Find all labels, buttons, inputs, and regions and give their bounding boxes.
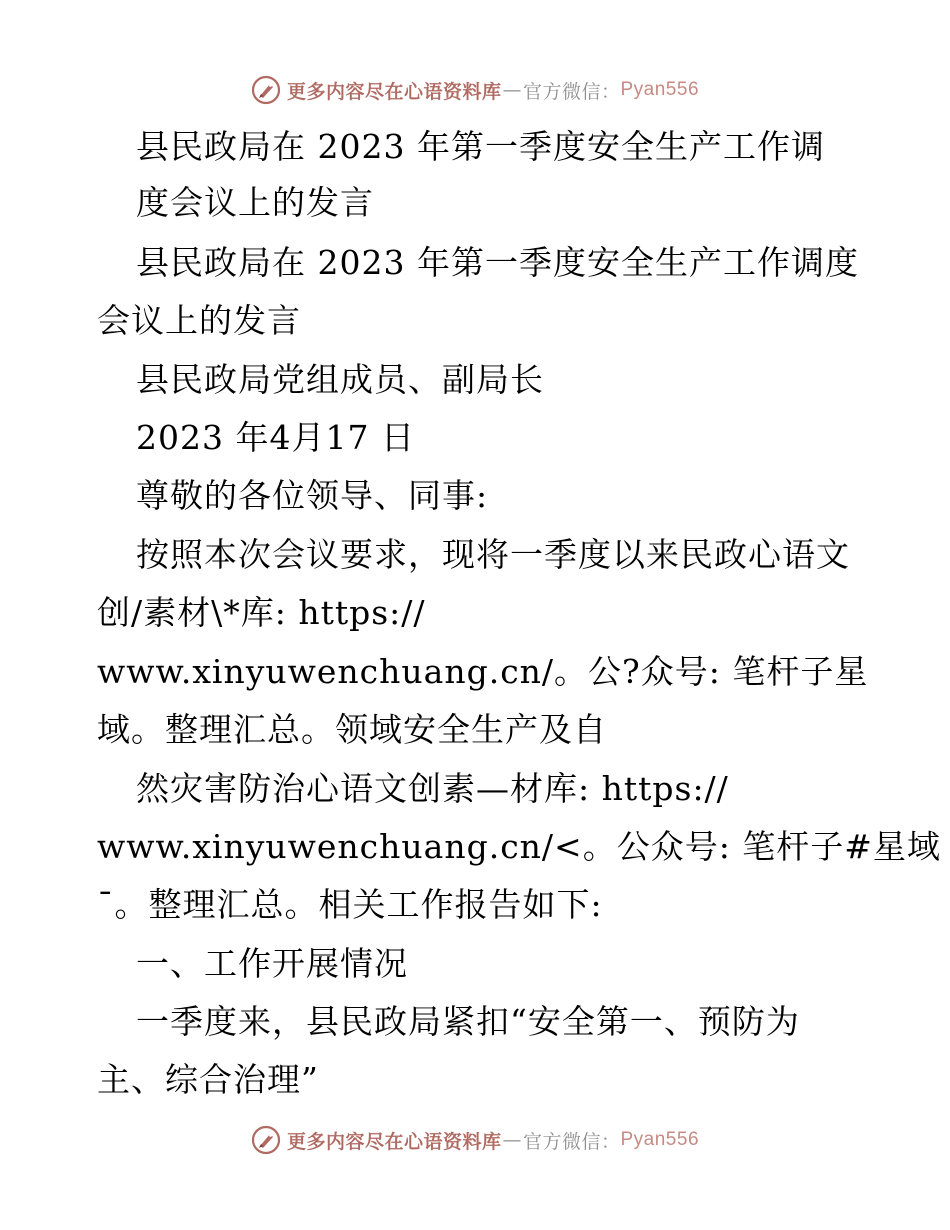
doc-salutation: 尊敬的各位领导、同事: [136, 476, 489, 515]
banner-dash: — [502, 79, 522, 101]
doc-paragraph-line: 然灾害防治心语文创素—材库: https:// [136, 769, 729, 808]
doc-paragraph-line: www.xinyuwenchuang.cn/<。公众号: 笔杆子#星域 [97, 827, 941, 866]
banner-site-name: 更多内容尽在心语资料库 [286, 80, 502, 103]
doc-author: 县民政局党组成员、副局长 [136, 360, 544, 399]
pen-nib-logo-icon [251, 1125, 281, 1155]
doc-paragraph-line: ¯。整理汇总。相关工作报告如下: [97, 885, 603, 924]
banner-site-name: 更多内容尽在心语资料库 [286, 1130, 502, 1153]
doc-paragraph-line: 主、综合治理” [97, 1060, 319, 1099]
doc-paragraph-line: 域。整理汇总。领域安全生产及自 [97, 710, 607, 749]
pen-nib-logo-icon [251, 75, 281, 105]
doc-paragraph-line: 按照本次会议要求，现将一季度以来民政心语文 [136, 535, 850, 574]
banner-wechat-label: 官方微信： [522, 1130, 621, 1153]
banner-wechat-id: Pyan556 [620, 1129, 700, 1150]
doc-section-heading: 一、工作开展情况 [136, 944, 408, 983]
doc-paragraph-line: 创/素材\*库: https:// [97, 593, 426, 632]
doc-paragraph-line: www.xinyuwenchuang.cn/。公?众号: 笔杆子星 [97, 652, 869, 691]
doc-heading-line-1: 县民政局在 2023 年第一季度安全生产工作调度 [136, 243, 859, 282]
doc-heading-line-2: 会议上的发言 [97, 301, 301, 340]
doc-title-line-1: 县民政局在 2023 年第一季度安全生产工作调 [136, 127, 825, 166]
banner-wechat-label: 官方微信： [522, 80, 621, 103]
header-banner [0, 70, 950, 110]
doc-date: 2023 年4月17 日 [136, 418, 415, 457]
doc-paragraph-line: 一季度来，县民政局紧扣“安全第一、预防为 [136, 1002, 800, 1041]
banner-wechat-id: Pyan556 [620, 79, 700, 100]
banner-dash: — [502, 1129, 522, 1151]
doc-title-line-2: 度会议上的发言 [136, 183, 374, 222]
footer-banner [0, 1120, 950, 1160]
